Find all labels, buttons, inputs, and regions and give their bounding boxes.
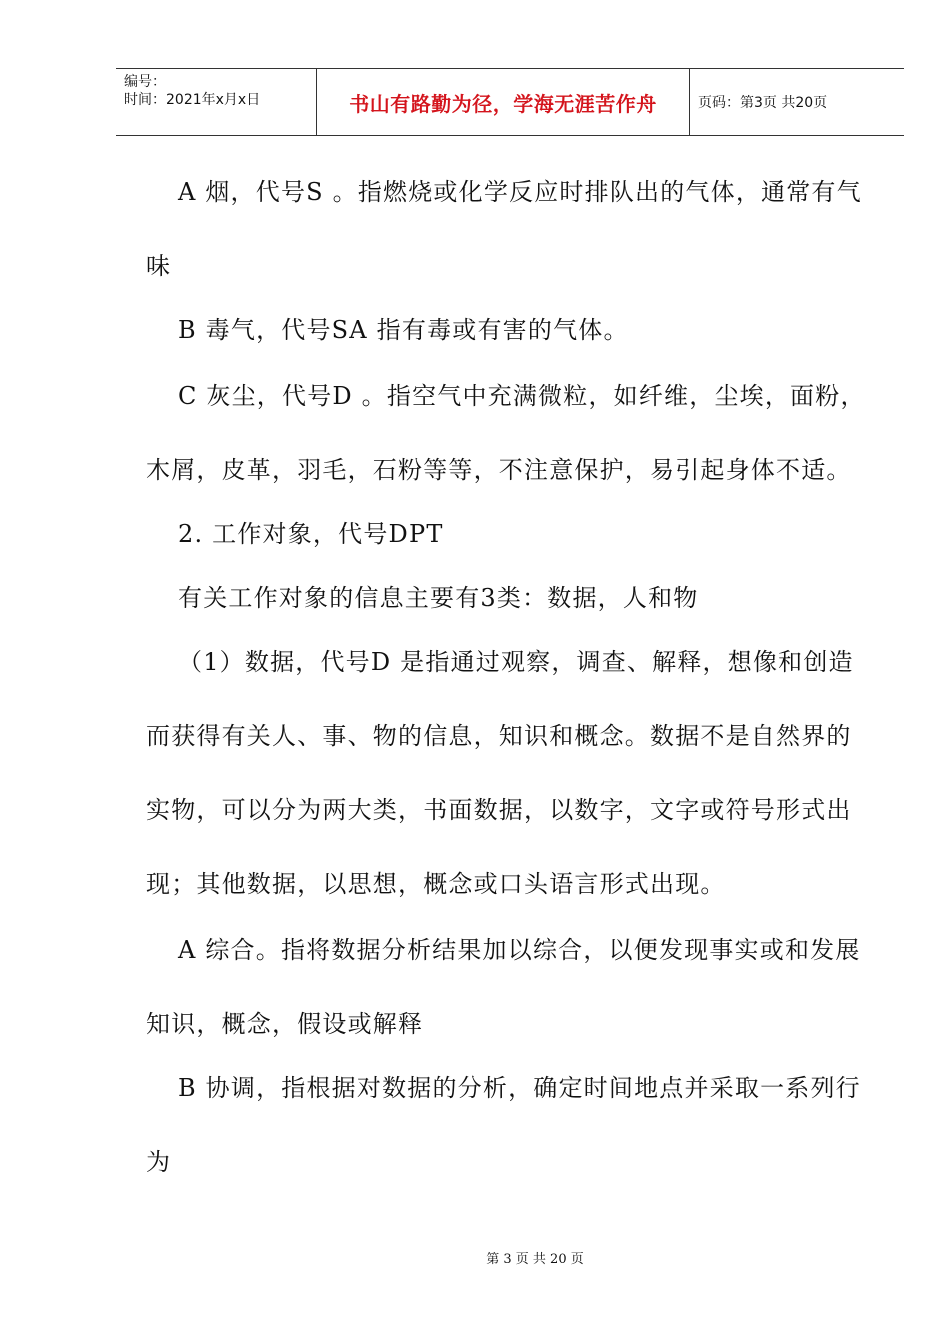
page-header [116, 68, 904, 136]
text-line: 木屑，皮革，羽毛，石粉等等，不注意保护，易引起身体不适。 [146, 456, 852, 484]
text-line: B 协调，指根据对数据的分析，确定时间地点并采取一系列行 [178, 1074, 861, 1102]
time-label: 时间：2021年x月x日 [124, 92, 261, 108]
text-line: 味 [146, 252, 172, 280]
text-line: C 灰尘，代号D 。指空气中充满微粒，如纤维，尘埃，面粉， [178, 382, 866, 410]
text-line: A 烟，代号S 。指燃烧或化学反应时排队出的气体，通常有气 [178, 178, 862, 206]
header-page-info [690, 69, 904, 135]
text-line: （1）数据，代号D 是指通过观察，调查、解释，想像和创造 [178, 648, 854, 676]
text-line: 实物，可以分为两大类，书面数据，以数字，文字或符号形式出 [146, 796, 852, 824]
header-meta [116, 69, 316, 135]
serial-label: 编号： [124, 74, 166, 90]
footer-page-number: 第 3 页 共 20 页 [486, 1252, 584, 1267]
page-footer [0, 1248, 950, 1267]
text-line: 为 [146, 1148, 172, 1176]
page-label: 页码：第3页 共20页 [698, 95, 828, 111]
text-line: A 综合。指将数据分析结果加以综合，以便发现事实或和发展 [178, 936, 861, 964]
text-line: B 毒气，代号SA 指有毒或有害的气体。 [178, 316, 629, 344]
text-line: 2. 工作对象，代号DPT [178, 520, 444, 548]
text-line: 有关工作对象的信息主要有3类：数据，人和物 [178, 584, 699, 612]
text-line: 现；其他数据，以思想，概念或口头语言形式出现。 [146, 870, 726, 898]
motto-text: 书山有路勤为径，学海无涯苦作舟 [349, 91, 657, 116]
header-motto [316, 69, 690, 135]
text-line: 而获得有关人、事、物的信息，知识和概念。数据不是自然界的 [146, 722, 852, 750]
text-line: 知识，概念，假设或解释 [146, 1010, 424, 1038]
